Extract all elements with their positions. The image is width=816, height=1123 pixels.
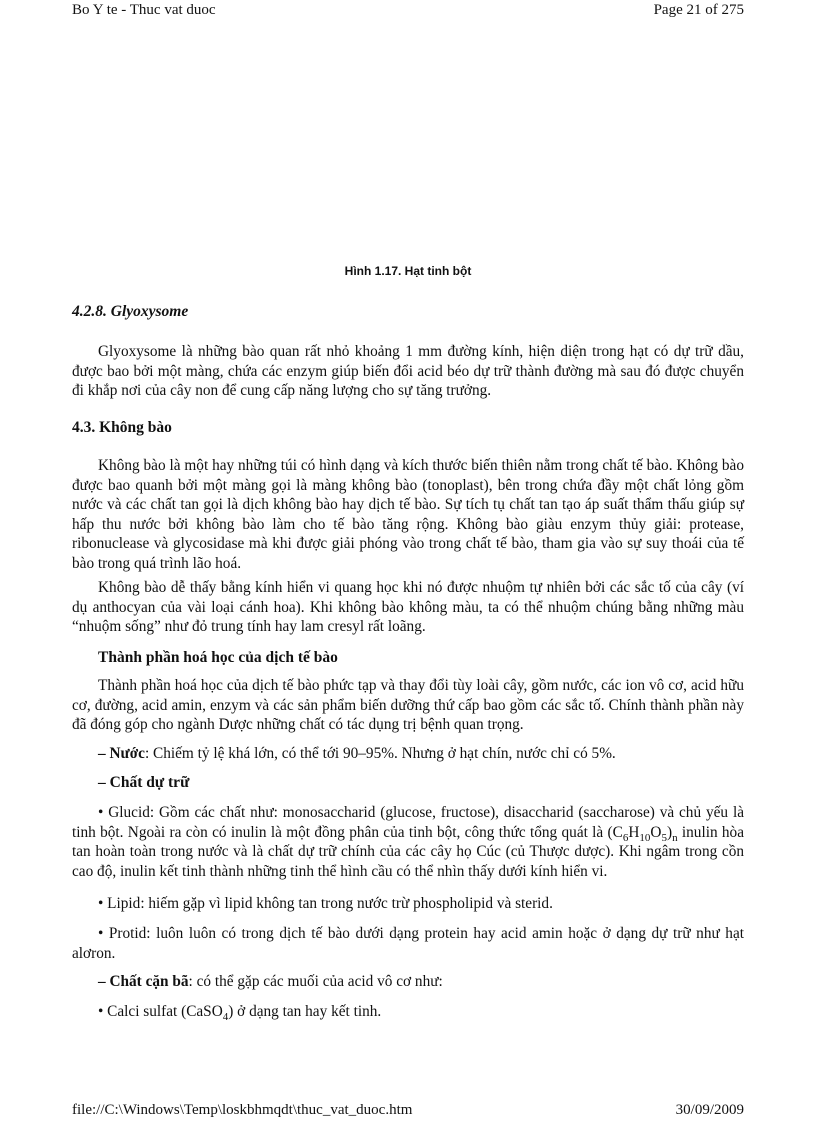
figure-caption: Hình 1.17. Hạt tinh bột [344,264,472,278]
text-glucid-2: inulin hòa tan hoàn toàn trong nước và là chất dự trữ chính của các cây họ Cúc (củ Thược dược). Khi ngâm trong cồn cao độ, inulin kết tinh thành những tinh thể hình cầu có thể nhìn thấy dưới kính hiển vi. [72,823,744,880]
formula-sub-n: n [672,831,678,844]
formula-h: H [628,823,640,841]
formula-sub-c: 6 [622,831,629,844]
heading-glyoxysome: 4.2.8. Glyoxysome [72,303,189,320]
header-document-title: Bo Y te - Thuc vat duoc [72,2,216,18]
paragraph-glyoxysome: Glyoxysome là những bào quan rất nhỏ khoảng 1 mm đường kính, hiện diện trong hạt có dự trữ dầu, được bao bởi một màng, chứa các enzym giúp biến đổi acid béo dự trữ thành đường mà sau đó được chuyển đi khắp nơi của cây non để cung cấp năng lượng cho sự tăng trưởng. [72,343,744,399]
text-residue: : có thể gặp các muối của acid vô cơ như: [188,973,443,990]
item-calci [72,1002,744,1022]
footer-file-path: file://C:\Windows\Temp\loskbhmqdt\thuc_vat_duoc.htm [72,1102,413,1118]
item-water [72,744,744,764]
item-protid: • Protid: luôn luôn có trong dịch tế bào dưới dạng protein hay acid amin hoặc ở dạng dự trữ như hạt alơron. [72,925,744,962]
paragraph-vacuole-1: Không bào là một hay những túi có hình dạng và kích thước biến thiên nằm trong chất tế bào. Không bào được bao quanh bởi một màng gọi là màng không bào (tonoplast), bên trong chứa đầy một chất lỏng gồm nước và các chất tan gọi là dịch không bào hay dịch tế bào. Sự tích tụ chất tan tạo áp suất thẩm thấu giúp sự hấp thu nước bởi không bào làm cho tế bào tăng rộng. Không bào giàu enzym thủy giải: protease, ribonuclease và glycosidase mà khi được giải phóng vào trong chất tế bào, tham gia vào sự suy thoái của tế bào trong quá trình lão hoá. [72,457,744,572]
footer-date: 30/09/2009 [675,1102,744,1118]
text-glucid-1: • Glucid: Gồm các chất như: monosaccharid (glucose, fructose), disaccharid (saccharose) và chủ yếu là tinh bột. Ngoài ra còn có inulin là một đồng phân của tinh bột, công thức tổng quát là (C [72,804,744,841]
formula-paren: ) [666,823,673,841]
formula-o: O [650,823,662,841]
paragraph-composition-intro: Thành phần hoá học của dịch tế bào phức tạp và thay đổi tùy loài cây, gồm nước, các ion vô cơ, acid hữu cơ, đường, acid amin, enzym và các sản phẩm biến dưỡng thứ cấp bao gồm các sắc tố. Chính thành phần này đã đóng góp cho ngành Dược những chất có tác dụng trị bệnh quan trọng. [72,677,744,733]
heading-composition: Thành phần hoá học của dịch tế bào [98,649,338,666]
formula-sub-h: 10 [639,831,651,844]
item-residue [72,972,744,992]
text-water: : Chiếm tỷ lệ khá lớn, có thể tới 90–95%. Nhưng ở hạt chín, nước chỉ có 5%. [144,745,616,762]
formula-sub-o: 5 [661,831,667,844]
label-residue: – Chất cặn bã [98,973,189,990]
label-water: – Nước [98,745,145,762]
text-calci: • Calci sulfat (CaSO [98,1003,223,1020]
formula-sub-4: 4 [222,1011,229,1023]
paragraph-vacuole-2: Không bào dễ thấy bằng kính hiển vi quang học khi nó được nhuộm tự nhiên bởi các sắc tố của cây (ví dụ anthocyan của vài loại cánh hoa). Khi không bào không màu, ta có thể nhuộm chúng bằng những màu “nhuộm sống” như đỏ trung tính hay lam cresyl rất loãng. [72,579,744,635]
item-lipid: • Lipid: hiếm gặp vì lipid không tan trong nước trừ phospholipid và sterid. [98,895,553,912]
item-glucid [72,803,744,881]
heading-vacuole: 4.3. Không bào [72,419,172,436]
heading-reserve: – Chất dự trữ [98,774,190,791]
header-page-number: Page 21 of 275 [653,2,744,18]
text-calci-tail: ) ở dạng tan hay kết tinh. [228,1003,382,1020]
